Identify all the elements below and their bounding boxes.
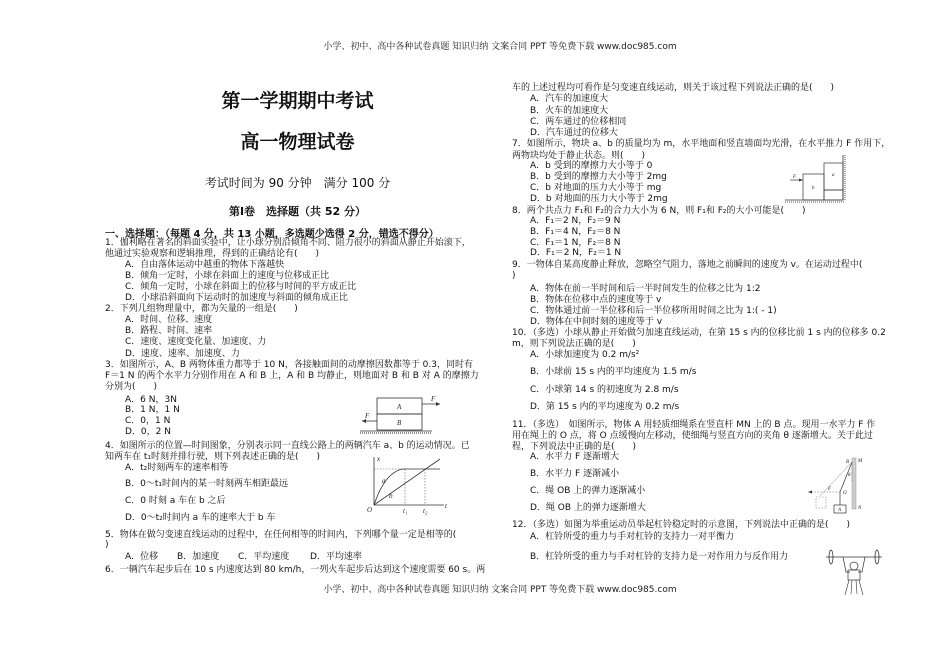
q11-label-b: B [846,460,850,465]
exam-info: 考试时间为 90 分钟 满分 100 分 [204,176,391,190]
part-heading: 第Ⅰ卷 选择题（共 52 分） [228,205,367,218]
question-3-stem: 3．如图所示，A、B 两物体重力都等于 10 N，各接触面间的动摩擦因数都等于 0.3，同时有 [105,360,474,370]
question-1-option-c: C．倾角一定时，小球在斜面上的位移与时间的平方成正比 [125,282,357,292]
question-2-option-c: C．速度、速度变化量、加速度、力 [125,337,267,347]
question-5-option-d: D．平均速率 [310,552,362,562]
question-9-stem: ) [512,271,516,281]
question-2-option-b: B．路程、时间、速率 [125,326,213,336]
question-4-stem: 知两车在 t₁时刻并排行驶，则下列表述正确的是( ) [105,452,321,462]
question-10-option-c: C．小球第 14 s 的初速度为 2.8 m/s [530,385,679,395]
question-5-option-a: A．位移 [125,552,159,562]
question-4-option-b: B．0～t₁时间内的某一时刻两车相距最远 [125,479,289,489]
question-10-option-a: A．小球加速度为 0.2 m/s² [530,350,640,360]
question-7-option-b: B．b 受到的摩擦力大小等于 2mg [530,172,667,182]
q11-label-n: N [858,506,862,511]
question-11-option-c: C．绳 OB 上的弹力逐渐减小 [530,486,646,496]
question-9-option-d: D．物体在中间时刻的速度等于 v [530,317,663,327]
q12-weightlifter-figure [0,0,1,1]
question-6-option-b: B．火车的加速度大 [530,106,609,116]
q11-label-f: F [828,487,832,492]
question-3-stem: 分别为( ) [105,382,158,392]
question-5-option-b: B．加速度 [177,552,220,562]
q11-label-theta: θ [848,473,851,478]
q4-label-t1: t₁ [403,507,408,515]
question-1-option-d: D．小球沿斜面向下运动时的加速度与斜面的倾角成正比 [125,293,348,303]
question-3-option-b: B．1 N，1 N [125,405,180,415]
question-11-stem: 11．（多选） 如图所示，物体 A 用轻质细绳系在竖直杆 MN 上的 B 点。现用一水平力 F 作 [512,420,876,430]
question-3-stem: F＝1 N 的两个水平力分别作用在 A 和 B 上，A 和 B 均静止，则地面对 B 和 B 对 A 的摩擦力 [105,371,479,381]
question-11-option-d: D．绳 OB 上的弹力逐渐增大 [530,503,646,513]
q4-label-a: a [382,477,386,485]
question-9-option-a: A．物体在前一半时间和后一半时间发生的位移之比为 1:2 [530,284,761,294]
question-10-stem: m，则下列说法正确的是( ) [512,339,636,349]
q4-label-t: t [445,502,447,510]
question-5-option-c: C．平均速度 [238,552,290,562]
q7-label-a: a [832,173,835,178]
exam-title: 第一学期期中考试 [221,90,374,112]
question-8-option-c: C．F₁＝1 N，F₂＝8 N [530,238,621,248]
question-4-option-a: A．t₂时刻两车的速率相等 [125,463,229,473]
q3-label-a: A [397,403,402,411]
question-8-option-b: B．F₁＝4 N，F₂＝8 N [530,227,621,237]
question-7-option-c: C．b 对地面的压力大小等于 mg [530,183,662,193]
q3-label-b: B [397,419,402,427]
question-6-stem: 车的上述过程均可看作是匀变速直线运动，则关于该过程下列说法正确的是( ) [512,83,835,93]
question-11-stem: 程，下列说法中正确的是( ) [512,442,637,452]
q11-label-a: A [838,508,842,513]
q4-label-b: b [389,492,393,500]
question-9-stem: 9．一物体自某高度静止释放，忽略空气阻力，落地之前瞬间的速度为 v。在运动过程中( [512,260,863,270]
question-5-stem: ) [105,540,109,550]
question-4-option-c: C．0 时刻 a 车在 b 之后 [125,496,226,506]
q4-label-t2: t₂ [423,507,428,515]
question-9-option-b: B．物体在位移中点的速度等于 v [530,295,662,305]
page-footer: 小学、初中、高中各种试卷真题 知识归纳 文案合同 PPT 等免费下载 www.doc985.com [323,585,677,595]
question-1-option-a: A．自由落体运动中越重的物体下落越快 [125,260,285,270]
question-4-option-d: D．0～t₂时间内 a 车的速率大于 b 车 [125,513,276,523]
question-6-stem: 6．一辆汽车起步后在 10 s 内速度达到 80 km/h，一列火车起步后达到这个速度需要 60 s。两 [105,565,486,575]
question-1-option-b: B．倾角一定时，小球在斜面上的速度与位移成正比 [125,271,330,281]
question-10-option-d: D．第 15 s 内的平均速度为 0.2 m/s [530,402,680,412]
question-10-option-b: B．小球前 15 s 内的平均速度为 1.5 m/s [530,367,697,377]
question-7-option-a: A．b 受到的摩擦力大小等于 0 [530,161,653,171]
question-8-option-d: D．F₁＝2 N，F₂＝1 N [530,248,622,258]
question-8-stem: 8．两个共点力 F₁和 F₂的合力大小为 6 N，则 F₁和 F₂的大小可能是( ) [512,206,806,216]
exam-subtitle: 高一物理试卷 [240,131,355,153]
question-6-option-a: A．汽车的加速度大 [530,94,609,104]
question-3-option-a: A．6 N，3N [125,395,177,405]
question-7-stem: 两物块均处于静止状态。则( ) [512,151,646,161]
question-6-option-d: D．汽车通过的位移大 [530,128,618,138]
question-11-option-a: A．水平力 F 逐渐增大 [530,452,620,462]
question-4-stem: 4．如图所示的位置—时间图象，分别表示同一直线公路上的两辆汽车 a、b 的运动情况。已 [105,441,470,451]
question-3-option-c: C．0，1 N [125,416,171,426]
question-6-option-c: C．两车通过的位移相同 [530,117,627,127]
question-11-stem: 用在绳上的 O 点，将 O 点缓慢向左移动，使细绳与竖直方向的夹角 θ 逐渐增大。关于此过 [512,431,873,441]
question-5-stem: 5．物体在做匀变速直线运动的过程中，在任何相等的时间内，下列哪个量一定是相等的( [105,530,457,540]
q3-label-f1: F [431,395,436,403]
question-1-stem: 1．伽利略在著名的斜面实验中，让小球分别沿倾角不同、阻力很小的斜面从静止开始滚下， [105,238,471,248]
q3-label-f2: F [365,412,370,420]
question-2-option-d: D．速度、速率、加速度、力 [125,349,240,359]
q11-label-m: M [858,459,863,464]
question-12-stem: 12．（多选）如图为举重运动员举起杠铃稳定时的示意图，下列说法中正确的是( ) [512,520,850,530]
page-header: 小学、初中、高中各种试卷真题 知识归纳 文案合同 PPT 等免费下载 www.doc985.com [323,42,677,52]
question-12-option-b: B．杠铃所受的重力与手对杠铃的支持力是一对作用力与反作用力 [530,552,789,562]
question-12-option-a: A．杠铃所受的重力与手对杠铃的支持力一对平衡力 [530,532,735,542]
question-2-stem: 2．下列几组物理量中，都为矢量的一组是( ) [105,304,298,314]
question-2-option-a: A．时间、位移、速度 [125,315,213,325]
section-heading: 一、选择题：（每题 4 分，共 13 小题，多选题少选得 2 分，错选不得分） [105,229,439,240]
q4-label-o: O [367,506,373,514]
question-7-option-d: D．b 对地面的压力大小等于 2mg [530,194,668,204]
question-11-option-b: B．水平力 F 逐渐减小 [530,469,620,479]
question-3-option-d: D．0，2 N [125,427,171,437]
q4-label-x: x [377,455,381,463]
question-10-stem: 10．（多选）小球从静止开始做匀加速直线运动，在第 15 s 内的位移比前 1 s 内的位移多 0.2 [512,328,886,338]
question-9-option-c: C．物体通过前一半位移和后一半位移所用时间之比为 1:( - 1) [530,306,777,316]
question-1-stem: 他通过实验观察和逻辑推理，得到的正确结论有( ) [105,249,320,259]
q7-label-b: b [812,186,815,191]
question-8-option-a: A．F₁＝2 N，F₂＝9 N [530,216,621,226]
q11-label-o: O [843,491,847,496]
q7-label-f: F [793,175,797,180]
question-7-stem: 7．如图所示，物块 a、b 的质量均为 m，水平地面和竖直墙面均光滑，在水平推力 F 作用下， [512,139,891,149]
